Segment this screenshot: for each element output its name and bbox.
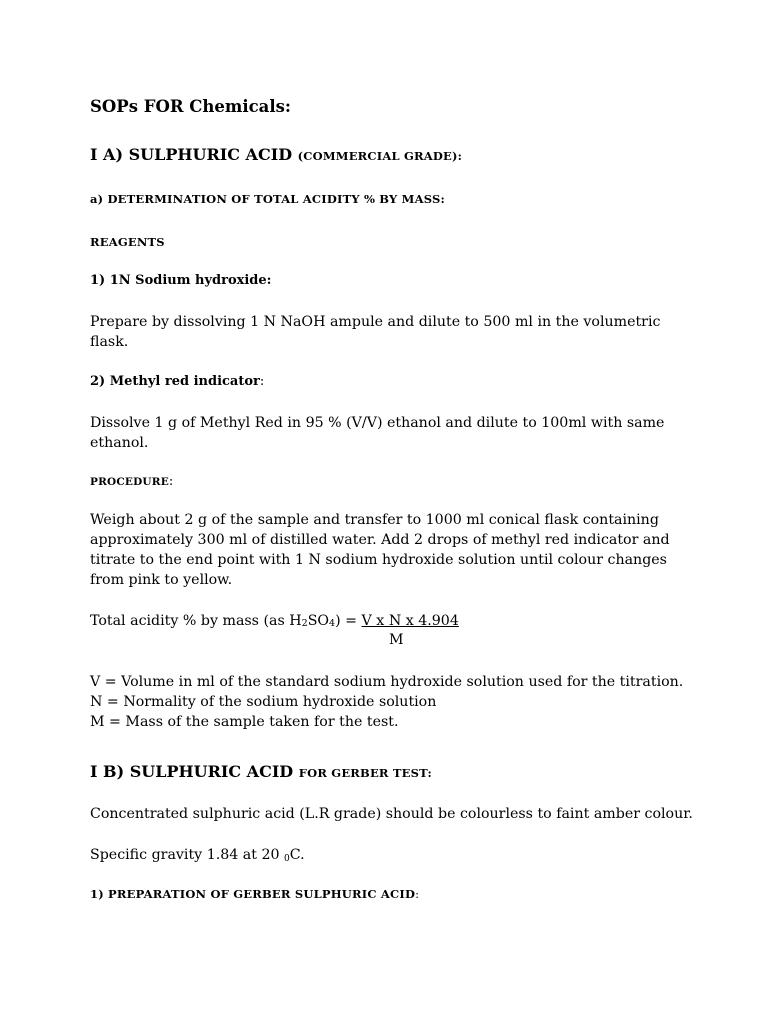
- reagent-1-description: [90, 312, 660, 352]
- specific-gravity: [90, 845, 305, 869]
- procedure-line: approximately 300 ml of distilled water. Add 2 drops of methyl red indicator and: [90, 532, 670, 548]
- reagent-1-line: flask.: [90, 334, 129, 350]
- procedure-heading-text: PROCEDURE: [90, 476, 169, 488]
- reagent-2-description: [90, 413, 664, 453]
- acidity-formula: [90, 611, 459, 634]
- reagent-2-title-text: 2) Methyl red indicator: [90, 374, 260, 389]
- definition-line: M = Mass of the sample taken for the test.: [90, 714, 399, 730]
- gerber-preparation-colon: :: [415, 887, 420, 901]
- reagent-2-line: Dissolve 1 g of Methyl Red in 95 % (V/V) ethanol and dilute to 100ml with same: [90, 415, 665, 431]
- degree-subscript: 0: [284, 854, 290, 864]
- definition-line: N = Normality of the sodium hydroxide solution: [90, 694, 437, 710]
- reagent-2-title: [90, 374, 264, 389]
- variable-definitions: [90, 672, 683, 732]
- formula-subscript-2: 2: [301, 618, 308, 629]
- reagent-2-title-colon: :: [259, 374, 265, 389]
- reagent-1-line: Prepare by dissolving 1 N NaOH ampule and dilute to 500 ml in the volumetric: [90, 314, 661, 330]
- section-b-heading: [90, 762, 432, 781]
- gerber-preparation-text: 1) PREPARATION OF GERBER SULPHURIC ACID: [90, 887, 416, 901]
- section-a-heading-main: I A) SULPHURIC ACID: [90, 145, 293, 164]
- section-b-line: Concentrated sulphuric acid (L.R grade) should be colourless to faint amber colour.: [90, 806, 693, 822]
- definition-line: V = Volume in ml of the standard sodium hydroxide solution used for the titration.: [90, 674, 684, 690]
- procedure-line: from pink to yellow.: [90, 572, 233, 588]
- section-b-heading-suffix: FOR GERBER TEST:: [298, 766, 432, 780]
- procedure-line: titrate to the end point with 1 N sodium hydroxide solution until colour changes: [90, 552, 667, 568]
- procedure-heading-colon: :: [168, 474, 174, 489]
- section-b-description: [90, 804, 693, 824]
- reagent-1-title: 1) 1N Sodium hydroxide:: [90, 273, 272, 288]
- specific-gravity-suffix: C.: [289, 847, 305, 863]
- specific-gravity-prefix: Specific gravity 1.84 at 20: [90, 847, 285, 863]
- reagent-2-line: ethanol.: [90, 435, 149, 451]
- section-a-heading: [90, 145, 462, 164]
- reagents-heading: REAGENTS: [90, 235, 165, 249]
- gerber-preparation-heading: [90, 887, 419, 901]
- procedure-text: [90, 510, 670, 590]
- formula-subscript-4: 4: [329, 618, 336, 629]
- formula-equals: ) =: [335, 613, 362, 629]
- section-b-heading-main: I B) SULPHURIC ACID: [90, 762, 294, 781]
- formula-numerator: V x N x 4.904: [361, 613, 459, 629]
- procedure-heading: [90, 474, 174, 489]
- document-title: SOPs FOR Chemicals:: [90, 97, 292, 116]
- determination-heading: a) DETERMINATION OF TOTAL ACIDITY % BY MASS:: [90, 192, 445, 206]
- procedure-line: Weigh about 2 g of the sample and transfer to 1000 ml conical flask containing: [90, 512, 659, 528]
- formula-prefix: Total acidity % by mass (as H: [90, 613, 302, 629]
- section-a-heading-suffix: (COMMERCIAL GRADE):: [297, 149, 463, 163]
- formula-denominator: M: [389, 632, 404, 648]
- formula-so: SO: [307, 613, 330, 629]
